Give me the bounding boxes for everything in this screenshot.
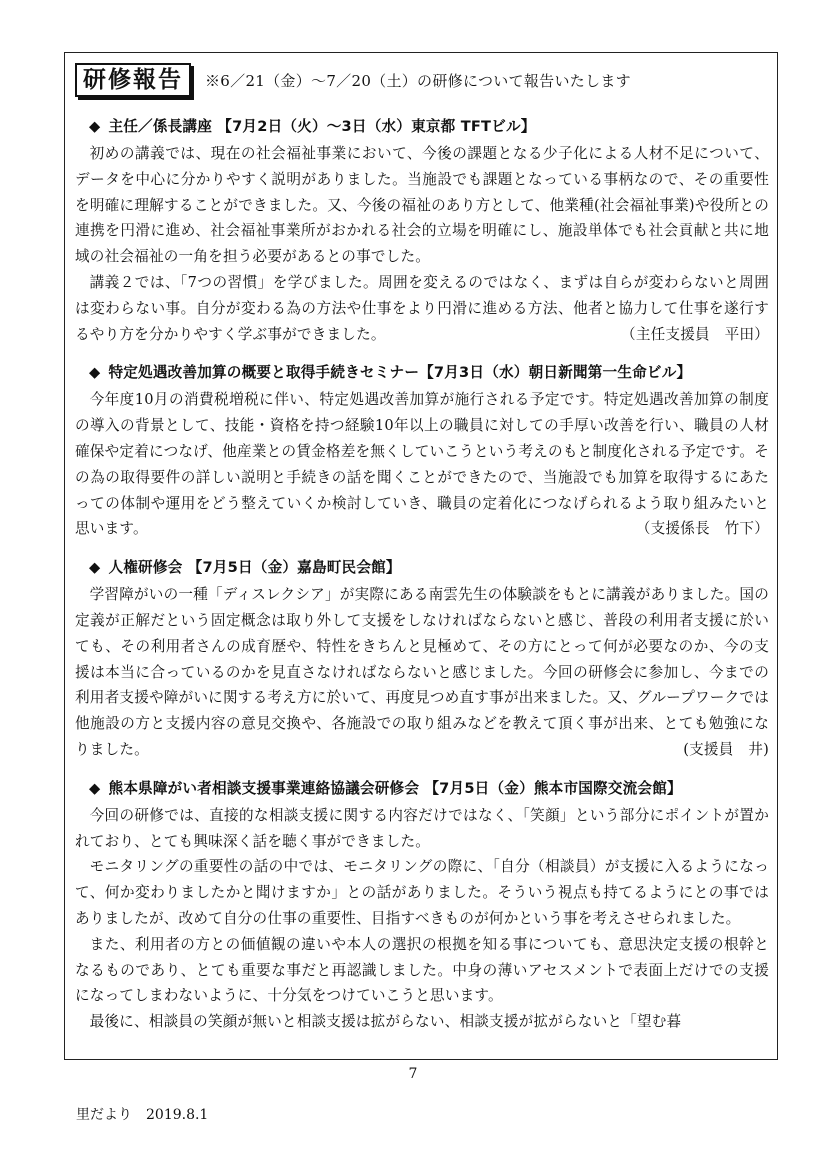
diamond-bullet-icon: ◆ bbox=[89, 364, 101, 382]
diamond-bullet-icon: ◆ bbox=[89, 118, 101, 135]
section-supervisor-course bbox=[75, 113, 769, 347]
newsletter-footer: 里だより 2019.8.1 bbox=[76, 1107, 209, 1123]
report-frame bbox=[64, 52, 778, 1060]
paragraph bbox=[75, 387, 769, 542]
section-title-text: 主任／係長講座 【7月2日（火）～3日（水）東京都 TFTビル】 bbox=[108, 118, 536, 135]
paragraph: また、利用者の方との価値観の違いや本人の選択の根拠を知る事についても、意思決定支援の根幹となるものであり、とても重要な事だと再認識しました。中身の薄いアセスメントで表面上だけでの支援になってしまわないように、十分気をつけていこうと思います。 bbox=[75, 935, 769, 1005]
paragraph-text: 講義２では、「7つの習慣」を学びました。周囲を変えるのではなく、まずは自らが変わらないと周囲は変わらない事。自分が変わる為の方法や仕事をより円滑に進める方法、他者と協力して仕事を遂行するやり方を分かりやすく学ぶ事ができました。 bbox=[75, 273, 769, 343]
paragraph: モニタリングの重要性の話の中では、モニタリングの際に、「自分（相談員）が支援に入るようになって、何か変わりましたかと聞けますか」との話がありました。そういう視点も持てるようにとの事ではありましたが、改めて自分の仕事の重要性、目指すべきものが何かという事を考えさせられました。 bbox=[75, 858, 769, 927]
section-title-text: 特定処遇改善加算の概要と取得手続きセミナー【7月3日（水）朝日新聞第一生命ビル】 bbox=[108, 364, 692, 382]
paragraph: 今回の研修では、直接的な相談支援に関する内容だけではなく、「笑顔」という部分にポイントが置かれており、とても興味深く話を聴く事ができました。 bbox=[75, 806, 769, 850]
paragraph bbox=[75, 582, 769, 763]
section-title bbox=[75, 113, 769, 141]
diamond-bullet-icon: ◆ bbox=[89, 559, 101, 577]
section-human-rights-training bbox=[75, 554, 769, 763]
paragraph: 初めの講義では、現在の社会福祉事業において、今後の課題となる少子化による人材不足について、データを中心に分かりやすく説明がありました。当施設でも課題となっている事柄なので、その重要性を明確に理解することができました。又、今後の福祉のあり方として、他業種(社会福祉事業)や役所との連携を円滑に進め、社会福祉事業所がおかれる社会的立場を明確にし、施設単体でも社会貢献と共に地域の社会福祉の一角を担う必要があるとの事でした。 bbox=[75, 145, 769, 266]
section-title bbox=[75, 554, 769, 582]
section-title-text: 人権研修会 【7月5日（金）嘉島町民会館】 bbox=[108, 559, 401, 577]
paragraph-text: 学習障がいの一種「ディスレクシア」が実際にある南雲先生の体験談をもとに講義がありました。国の定義が正解だという固定概念は取り外して支援をしなければならないと感じ、普段の利用者支援に於いても、その利用者さんの成育歴や、特性をきちんと見極めて、その方にとって何が必要なのか、今の支援は本当に合っているのかを見直さなければならないと感じました。今回の研修会に参加し、今までの利用者支援や障がいに関する考え方に於いて、再度見つめ直す事が出来ました。又、グループワークでは他施設の方と支援内容の意見交換や、各施設での取り組みなどを教えて頂く事が出来、とても勉強になりました。 bbox=[75, 586, 769, 758]
section-title bbox=[75, 775, 769, 803]
report-subtitle: ※6／21（金）～7／20（土）の研修について報告いたします bbox=[205, 71, 631, 90]
paragraph: 最後に、相談員の笑顔が無いと相談支援は拡がらない、相談支援が拡がらないと「望む暮 bbox=[89, 1013, 682, 1031]
author-signature: （支援係長 竹下） bbox=[635, 520, 769, 538]
paragraph-text: 今年度10月の消費税増税に伴い、特定処遇改善加算が施行される予定です。特定処遇改善加算の制度の導入の背景として、技能・資格を持つ経験10年以上の職員に対しての手厚い改善を行い、職員の人材確保や定着につなげ、他産業との賃金格差を無くしていこうという考えのもと制度化される予定です。その為の取得要件の詳しい説明と手続きの話を聞くことができたので、当施設でも加算を取得するにあたっての体制や運用をどう整えていくか検討していき、職員の定着化につなげられるよう取り組みたいと思います。 bbox=[75, 391, 769, 538]
page-number: 7 bbox=[408, 1066, 418, 1082]
diamond-bullet-icon: ◆ bbox=[89, 779, 101, 797]
author-signature: (支援員 井) bbox=[683, 740, 769, 758]
section-title-text: 熊本県障がい者相談支援事業連絡協議会研修会 【7月5日（金）熊本市国際交流会館】 bbox=[108, 779, 682, 797]
paragraph bbox=[75, 270, 769, 347]
report-title-badge: 研修報告 bbox=[75, 63, 191, 97]
report-header bbox=[75, 63, 631, 97]
section-treatment-improvement-seminar bbox=[75, 359, 769, 542]
section-title bbox=[75, 359, 769, 387]
section-consultation-support-training bbox=[75, 775, 769, 1035]
report-content bbox=[75, 113, 769, 1047]
author-signature: （主任支援員 平田） bbox=[621, 325, 769, 343]
